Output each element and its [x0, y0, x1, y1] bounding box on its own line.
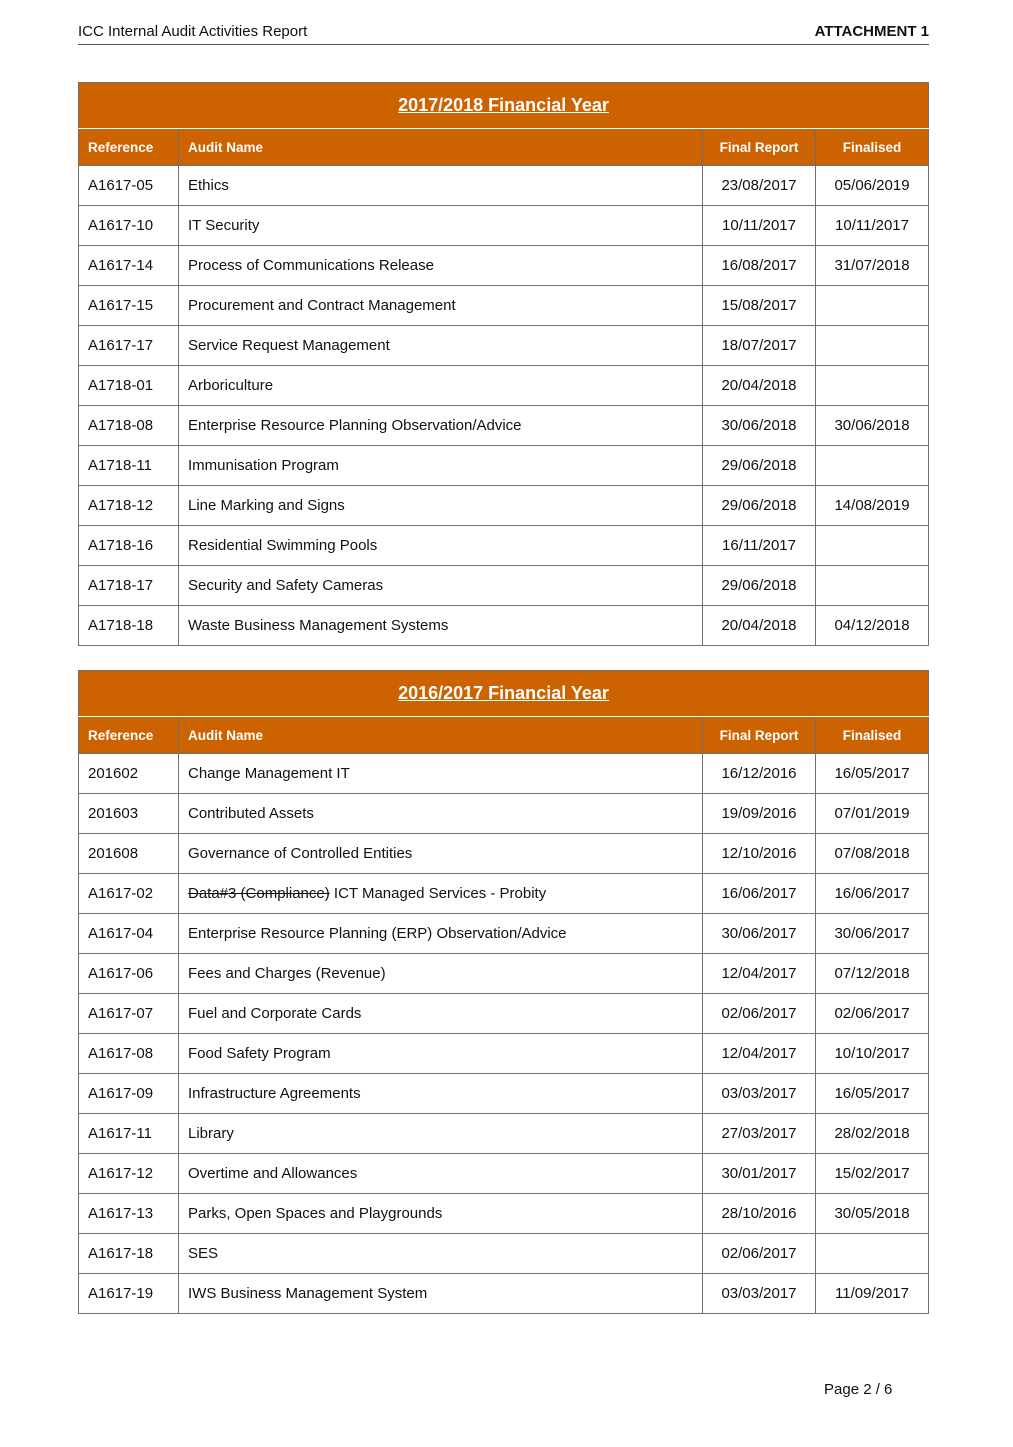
table-row [79, 366, 929, 406]
audit-name-text: Arboriculture [188, 377, 274, 394]
cell-finalised [816, 366, 929, 406]
cell-audit-name [179, 754, 703, 794]
column-header-reference: Reference [79, 129, 179, 166]
cell-final-report: 29/06/2018 [703, 566, 816, 606]
table-row [79, 326, 929, 366]
cell-final-report: 28/10/2016 [703, 1194, 816, 1234]
audit-name-text: Fees and Charges (Revenue) [188, 965, 386, 982]
cell-final-report: 30/06/2017 [703, 914, 816, 954]
table-title-row [79, 83, 929, 129]
cell-reference: A1718-18 [79, 606, 179, 646]
cell-audit-name [179, 486, 703, 526]
cell-reference: A1617-14 [79, 246, 179, 286]
financial-year-title: 2016/2017 Financial Year [79, 671, 929, 717]
audit-name-text: Contributed Assets [188, 805, 314, 822]
cell-reference: 201608 [79, 834, 179, 874]
cell-final-report: 30/01/2017 [703, 1154, 816, 1194]
cell-audit-name [179, 914, 703, 954]
cell-reference: A1617-06 [79, 954, 179, 994]
cell-reference: A1617-08 [79, 1034, 179, 1074]
cell-reference: A1718-12 [79, 486, 179, 526]
cell-reference: A1617-05 [79, 166, 179, 206]
cell-reference: A1617-19 [79, 1274, 179, 1314]
column-header-audit-name: Audit Name [179, 717, 703, 754]
cell-final-report: 30/06/2018 [703, 406, 816, 446]
cell-final-report: 18/07/2017 [703, 326, 816, 366]
audit-name-text: IWS Business Management System [188, 1285, 428, 1302]
cell-finalised [816, 1234, 929, 1274]
cell-finalised: 02/06/2017 [816, 994, 929, 1034]
cell-reference: A1617-12 [79, 1154, 179, 1194]
audit-name-text: Fuel and Corporate Cards [188, 1005, 362, 1022]
page-header [78, 22, 929, 45]
table-row [79, 954, 929, 994]
table-row [79, 1154, 929, 1194]
audit-name-text: Parks, Open Spaces and Playgrounds [188, 1205, 443, 1222]
audit-name-text: Immunisation Program [188, 457, 339, 474]
cell-reference: A1617-13 [79, 1194, 179, 1234]
table-row [79, 1034, 929, 1074]
table-row [79, 1074, 929, 1114]
cell-finalised: 04/12/2018 [816, 606, 929, 646]
cell-audit-name [179, 834, 703, 874]
audit-name-text: Governance of Controlled Entities [188, 845, 413, 862]
cell-finalised: 07/01/2019 [816, 794, 929, 834]
cell-audit-name [179, 206, 703, 246]
table-row [79, 754, 929, 794]
cell-final-report: 19/09/2016 [703, 794, 816, 834]
cell-reference: A1718-17 [79, 566, 179, 606]
cell-audit-name [179, 1074, 703, 1114]
audit-name-text: Process of Communications Release [188, 257, 434, 274]
audit-name-text: IT Security [188, 217, 260, 234]
audit-name-text: Procurement and Contract Management [188, 297, 456, 314]
table-row [79, 526, 929, 566]
audit-name-text: Enterprise Resource Planning (ERP) Observation/Advice [188, 925, 567, 942]
audit-name-text: Overtime and Allowances [188, 1165, 358, 1182]
audit-name-text: Enterprise Resource Planning Observation/Advice [188, 417, 522, 434]
cell-audit-name [179, 1114, 703, 1154]
audit-name-text: Change Management IT [188, 765, 350, 782]
cell-finalised: 30/05/2018 [816, 1194, 929, 1234]
cell-audit-name [179, 246, 703, 286]
audit-name-text: Residential Swimming Pools [188, 537, 378, 554]
table-title-row [79, 671, 929, 717]
table-row [79, 246, 929, 286]
column-header-finalised: Finalised [816, 129, 929, 166]
audit-name-text: Infrastructure Agreements [188, 1085, 361, 1102]
column-header-final-report: Final Report [703, 129, 816, 166]
cell-audit-name [179, 954, 703, 994]
cell-final-report: 02/06/2017 [703, 994, 816, 1034]
cell-final-report: 16/06/2017 [703, 874, 816, 914]
table-row [79, 1234, 929, 1274]
table-row [79, 1194, 929, 1234]
cell-audit-name [179, 1234, 703, 1274]
audit-table-2016-2017 [78, 670, 929, 1314]
cell-audit-name [179, 874, 703, 914]
audit-name-text: Line Marking and Signs [188, 497, 345, 514]
cell-audit-name [179, 1274, 703, 1314]
table-row [79, 914, 929, 954]
audit-name-text: Library [188, 1125, 234, 1142]
cell-audit-name [179, 1154, 703, 1194]
cell-finalised: 10/10/2017 [816, 1034, 929, 1074]
cell-reference: A1718-01 [79, 366, 179, 406]
struck-text: Data#3 (Compliance) [188, 885, 330, 902]
cell-finalised: 28/02/2018 [816, 1114, 929, 1154]
cell-audit-name [179, 366, 703, 406]
cell-reference: A1617-17 [79, 326, 179, 366]
table-row [79, 406, 929, 446]
cell-finalised: 07/08/2018 [816, 834, 929, 874]
cell-final-report: 16/08/2017 [703, 246, 816, 286]
table-row [79, 994, 929, 1034]
cell-finalised: 11/09/2017 [816, 1274, 929, 1314]
cell-audit-name [179, 1194, 703, 1234]
table-row [79, 486, 929, 526]
cell-reference: A1617-11 [79, 1114, 179, 1154]
audit-name-text: Ethics [188, 177, 229, 194]
cell-finalised [816, 566, 929, 606]
cell-audit-name [179, 526, 703, 566]
table-row [79, 446, 929, 486]
cell-final-report: 23/08/2017 [703, 166, 816, 206]
cell-audit-name [179, 286, 703, 326]
cell-final-report: 12/04/2017 [703, 1034, 816, 1074]
page-number: Page 2 / 6 [824, 1381, 893, 1398]
cell-finalised: 30/06/2018 [816, 406, 929, 446]
cell-finalised [816, 526, 929, 566]
audit-table-2017-2018 [78, 82, 929, 646]
cell-final-report: 12/10/2016 [703, 834, 816, 874]
cell-reference: A1617-02 [79, 874, 179, 914]
cell-audit-name [179, 794, 703, 834]
cell-final-report: 16/11/2017 [703, 526, 816, 566]
column-header-finalised: Finalised [816, 717, 929, 754]
audit-name-text: ICT Managed Services - Probity [333, 885, 547, 902]
cell-reference: A1617-09 [79, 1074, 179, 1114]
cell-final-report: 15/08/2017 [703, 286, 816, 326]
cell-reference: A1617-04 [79, 914, 179, 954]
cell-finalised: 05/06/2019 [816, 166, 929, 206]
cell-reference: A1718-08 [79, 406, 179, 446]
cell-final-report: 12/04/2017 [703, 954, 816, 994]
cell-finalised [816, 286, 929, 326]
column-header-reference: Reference [79, 717, 179, 754]
cell-final-report: 20/04/2018 [703, 606, 816, 646]
cell-final-report: 02/06/2017 [703, 1234, 816, 1274]
cell-reference: A1617-10 [79, 206, 179, 246]
cell-finalised [816, 446, 929, 486]
audit-name-text: Waste Business Management Systems [188, 617, 449, 634]
cell-final-report: 29/06/2018 [703, 446, 816, 486]
audit-name-text: Security and Safety Cameras [188, 577, 384, 594]
table-row [79, 834, 929, 874]
audit-name-text: Service Request Management [188, 337, 390, 354]
cell-audit-name [179, 1034, 703, 1074]
table-row [79, 1274, 929, 1314]
cell-audit-name [179, 406, 703, 446]
table-row [79, 874, 929, 914]
column-header-row [79, 129, 929, 166]
cell-final-report: 20/04/2018 [703, 366, 816, 406]
cell-finalised: 31/07/2018 [816, 246, 929, 286]
cell-finalised [816, 326, 929, 366]
cell-final-report: 27/03/2017 [703, 1114, 816, 1154]
cell-finalised: 30/06/2017 [816, 914, 929, 954]
cell-reference: A1718-16 [79, 526, 179, 566]
cell-reference: 201602 [79, 754, 179, 794]
table-row [79, 1114, 929, 1154]
cell-reference: 201603 [79, 794, 179, 834]
cell-final-report: 03/03/2017 [703, 1274, 816, 1314]
cell-audit-name [179, 606, 703, 646]
cell-finalised: 16/05/2017 [816, 1074, 929, 1114]
table-row [79, 206, 929, 246]
cell-finalised: 07/12/2018 [816, 954, 929, 994]
table-row [79, 166, 929, 206]
column-header-row [79, 717, 929, 754]
cell-reference: A1617-18 [79, 1234, 179, 1274]
cell-audit-name [179, 166, 703, 206]
cell-finalised: 15/02/2017 [816, 1154, 929, 1194]
cell-reference: A1617-07 [79, 994, 179, 1034]
cell-final-report: 10/11/2017 [703, 206, 816, 246]
cell-audit-name [179, 994, 703, 1034]
audit-name-text: Food Safety Program [188, 1045, 331, 1062]
cell-finalised: 14/08/2019 [816, 486, 929, 526]
cell-finalised: 10/11/2017 [816, 206, 929, 246]
table-row [79, 566, 929, 606]
column-header-audit-name: Audit Name [179, 129, 703, 166]
financial-year-title: 2017/2018 Financial Year [79, 83, 929, 129]
cell-final-report: 03/03/2017 [703, 1074, 816, 1114]
table-row [79, 794, 929, 834]
audit-name-text: SES [188, 1245, 219, 1262]
attachment-label: ATTACHMENT 1 [814, 23, 929, 40]
cell-audit-name [179, 326, 703, 366]
table-row [79, 286, 929, 326]
cell-final-report: 16/12/2016 [703, 754, 816, 794]
cell-finalised: 16/06/2017 [816, 874, 929, 914]
cell-reference: A1718-11 [79, 446, 179, 486]
cell-reference: A1617-15 [79, 286, 179, 326]
column-header-final-report: Final Report [703, 717, 816, 754]
table-row [79, 606, 929, 646]
cell-final-report: 29/06/2018 [703, 486, 816, 526]
cell-audit-name [179, 446, 703, 486]
report-title: ICC Internal Audit Activities Report [78, 23, 308, 40]
cell-finalised: 16/05/2017 [816, 754, 929, 794]
cell-audit-name [179, 566, 703, 606]
